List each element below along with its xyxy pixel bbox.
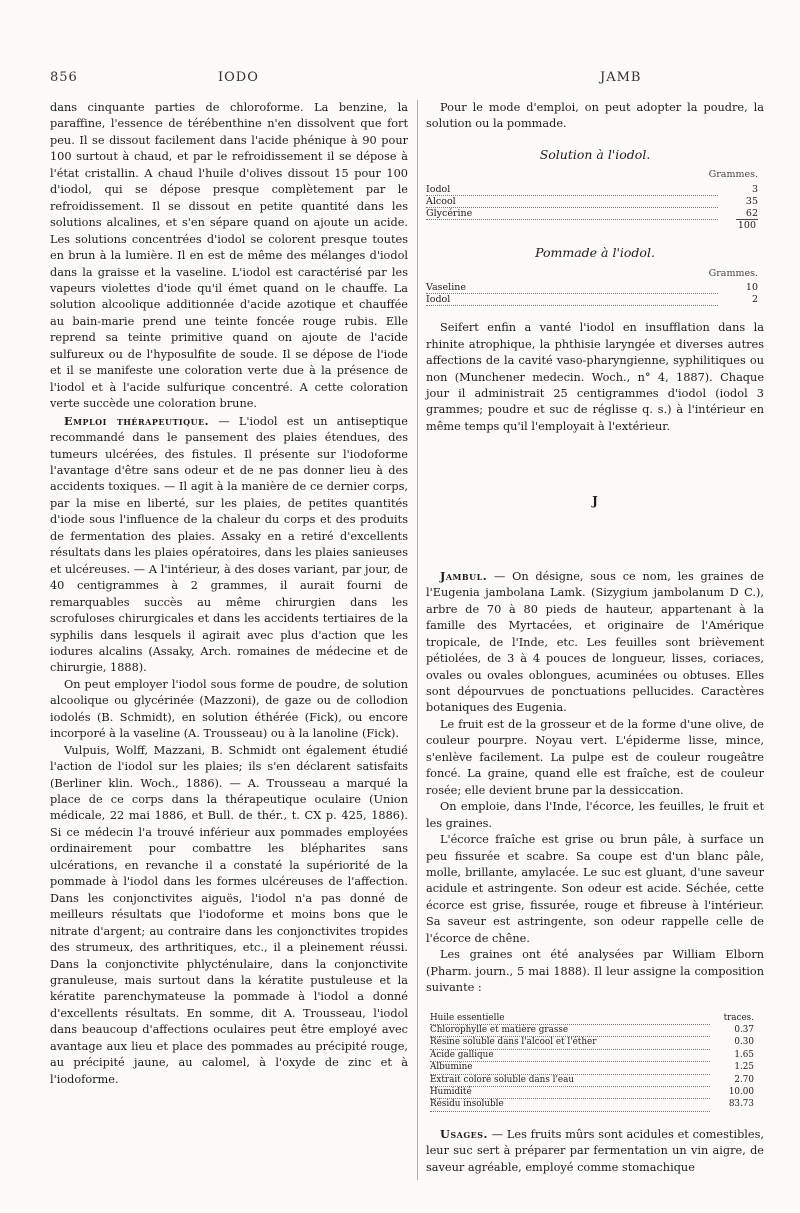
solution-total: 100 [737,220,756,232]
ingredient-name: Iodol [426,294,718,306]
pommade-table [426,282,764,306]
table-row [426,207,764,219]
paragraph-jambul-text: — On désigne, sous ce nom, les graines de l'Eugenia jambolana Lamk. (Sizygium jambolanum D C.), arbre de 70 à 80 pieds de hauteur, appartenant à la famille des Myrtacées, et originaire de l'Amérique tropicale, de l'Inde, etc. Les feuilles sont brièvement pétiolées, de 3 à 4 pouces de longueur, lisses, coriaces, ovales ou ovales oblongues, acuminées ou obtuses. Elles sont dépourvues de ponctuations pellucides. Caractères botaniques des Eugenia. [426,569,764,715]
ingredient-name: Alcool [426,195,718,207]
component-value: 83.73 [728,1099,754,1110]
paragraph-mode-emploi: Pour le mode d'emploi, on peut adopter la poudre, la solution ou la pommade. [426,101,764,131]
component-value: 0.30 [734,1037,754,1048]
paragraph-iodol-properties: dans cinquante parties de chloroforme. La benzine, la paraffine, l'essence de térébenthine n'en dissolvent que fort peu. Il se dissout facilement dans l'acide phénique à 90 pour 100 surtout à chaud, et par le refroidissement il se dépose à l'état cristallin. A chaud l'huile d'olives dissout 15 pour 100 d'iodol, qui se dépose presque complètement par le refroidissement. Il se dissout en petite quantité dans les solutions alcalines, et s'en sépare quand on ajoute un acide. Les solutions concentrées d'iodol se colorent presque toutes en brun à la lumière. Il en est de même des mélanges d'iodol dans la graisse et la vaseline. L'iodol est caractérisé par les vapeurs violettes d'iode qu'il émet quand on le chauffe. La solution alcoolique additionnée d'acide azotique et chauffée au bain-marie prend une teinte foncée rouge rubis. Elle reprend sa teinte primitive quand on ajoute de l'acide sulfureux ou de l'hyposulfite de soude. Il se dépose de l'iode et il se manifeste une coloration verte due à la présence de l'iodol et à l'acide sulfurique concentré. A cette coloration verte succède une coloration brune. [50,101,408,411]
paragraph-bark: L'écorce fraîche est grise ou brun pâle, à surface un peu fissurée et scabre. Sa coupe est d'un blanc pâle, molle, brillante, amylacée. Le suc est gluant, d'une saveur acidule et astringente. Son odeur est acide. Séchée, cette écorce est grise, fissurée, rouge et fibreuse à l'intérieur. Sa saveur est astringente, son odeur rappelle celle de l'écorce de chêne. [426,833,764,945]
entry-heading-jambul: Jambul. [440,568,488,583]
column-divider [417,100,418,1180]
ingredient-name: Glycérine [426,207,718,219]
table-row [426,282,764,294]
paragraph-seifert: Seifert enfin a vanté l'iodol en insufflation dans la rhinite atrophique, la phthisie laryngée et diverses autres affections de la cavité vaso-pharyngienne, syphilitiques ou non (Munchener medecin. Woch., n° 4, 1887). Chaque jour il administrait 25 centigrammes d'iodol (iodol 3 grammes; poudre et suc de réglisse q. s.) à l'intérieur en même temps qu'il l'employait à l'extérieur. [426,321,764,433]
paragraph-parts-used: On emploie, dans l'Inde, l'écorce, les feuilles, le fruit et les graines. [426,800,764,830]
component-value: 1.25 [734,1062,754,1073]
paragraph-forms: On peut employer l'iodol sous forme de poudre, de solution alcoolique ou glycérinée (Mazzoni), de gaze ou de collodion iodolés (B. Schmidt), en solution éthérée (Fick), ou encore incorporé à la vaseline (A. Trousseau) ou à la lanoline (Fick). [50,677,408,741]
recipe-title-pommade: Pommade à l'iodol. [535,245,655,261]
table-row [430,1025,760,1037]
component-name: Extrait coloré soluble dans l'eau [430,1074,710,1086]
ingredient-value: 3 [751,184,758,196]
page-number: 856 [50,70,78,85]
section-letter: J [592,494,598,509]
component-name: Chlorophylle et matière grasse [430,1025,710,1037]
ingredient-value: 2 [751,294,758,306]
table-row [430,1099,760,1111]
recipe-title-solution: Solution à l'iodol. [539,146,651,162]
component-value: 1.65 [734,1049,754,1060]
component-name: Résidu insoluble [430,1099,710,1111]
table-row [430,1074,760,1086]
component-name: Albumine [430,1062,710,1074]
component-value: 0.37 [734,1025,754,1036]
table-row [430,1037,760,1049]
ingredient-name: Vaseline [426,282,718,294]
component-value: traces. [723,1012,754,1023]
ingredient-value: 10 [745,282,758,294]
component-name: Humidité [430,1087,710,1099]
paragraph-ocular: Vulpuis, Wolff, Mazzani, B. Schmidt ont également étudié l'action de l'iodol sur les plaies; ils s'en déclarent satisfaits (Berliner klin. Woch., 1886). — A. Trousseau a marqué la place de ce corps dans la thérapeutique oculaire (Union médicale, 22 mai 1886, et Bull. de thér., t. CX p. 425, 1886). Si ce médecin l'a trouvé inférieur aux pommades employées ordinairement pour combattre les blépharites sans ulcérations, en revanche il a constaté la supériorité de la pommade à l'iodol dans les formes ulcéreuses de l'affection. Dans les conjonctivites aiguës, l'iodol n'a pas donné de meilleurs résultats que l'iodoforme et moins bons que le nitrate d'argent; au contraire dans les conjonctivites tropides des strumeux, des arthritiques, etc., il a pleinement réussi. Dans la conjonctivite phlycténulaire, dans la conjonctivite granuleuse, mais surtout dans la kératite pustuleuse et la kératite parenchymateuse la pommade à l'iodol a donné d'excellents résultats. En somme, dit A. Trousseau, l'iodol dans beaucoup d'affections oculaires peut être employé avec avantage aux lieu et place des pommades au précipité rouge, au précipité jaune, au calomel, à l'oxyde de zinc et à l'iodoforme. [50,743,408,1086]
running-head-right: JAMB [600,70,642,85]
table-row [426,294,764,306]
paragraph-therapeutic-text: — L'iodol est un antiseptique recommandé dans le pansement des plaies étendues, des tumeurs ulcérées, des fistules. Il présente sur l'iodoforme l'avantage d'être sans odeur et de ne pas donner lieu à des accidents toxiques. — Il agit à la manière de ce dernier corps, par la mise en liberté, sur les plaies, de petites quantités d'iode sous l'influence de la chaleur du corps et des produits de fermentation des plaies. Assaky en a retiré d'excellents résultats dans les plaies opératoires, dans les plaies sanieuses et ulcéreuses. — A l'intérieur, à des doses variant, par jour, de 40 centigrammes à 2 grammes, il aurait fourni de remarquables succès au même chirurgien dans les scrofuloses chirurgicales et dans les accidents tertiaires de la syphilis dans lesquels il agirait avec plus d'action que les iodures alcalins (Assaky, Arch. romaines de médecine et de chirurgie, 1888). [50,414,408,675]
component-name: Huile essentielle [430,1013,710,1025]
ingredient-value: 62 [745,207,758,219]
paragraph-usages [426,1126,764,1176]
ingredient-value: 35 [745,195,758,207]
component-value: 2.70 [734,1074,754,1085]
table-row [430,1087,760,1099]
component-name: Acide gallique [430,1049,710,1061]
table-row [430,1049,760,1061]
table-row [430,1062,760,1074]
section-heading-emploi: Emploi thérapeutique. [64,413,210,428]
table-row [426,195,764,207]
paragraph-jambul [426,568,764,717]
solution-table [426,184,764,232]
unit-label: Grammes. [708,267,758,279]
running-head-left: IODO [218,70,259,85]
table-row [430,1013,760,1025]
ingredient-name: Iodol [426,184,718,196]
component-value: 10.00 [728,1087,754,1098]
section-heading-usages: Usages. [440,1126,488,1141]
component-name: Résine soluble dans l'alcool et l'éther [430,1037,710,1049]
left-column [50,100,408,1088]
table-row [426,184,764,196]
table-row [426,219,764,231]
paragraph-analysis: Les graines ont été analysées par William Elborn (Pharm. journ., 5 mai 1888). Il leur assigne la composition suivante : [426,948,764,995]
paragraph-usages-text: — Les fruits mûrs sont acidules et comestibles, leur suc sert à préparer par fermentation un vin aigre, de saveur agréable, employé comme stomachique [426,1127,764,1174]
paragraph-fruit: Le fruit est de la grosseur et de la forme d'une olive, de couleur pourpre. Noyau vert. L'épiderme lisse, mince, s'enlève facilement. La pulpe est de couleur rougeâtre foncé. La graine, quand elle est fraîche, est de couleur rosée; elle devient brune par la dessiccation. [426,717,764,797]
composition-table [430,1013,760,1112]
right-column [426,100,764,1176]
unit-label: Grammes. [708,169,758,181]
paragraph-therapeutic-use [50,413,408,677]
